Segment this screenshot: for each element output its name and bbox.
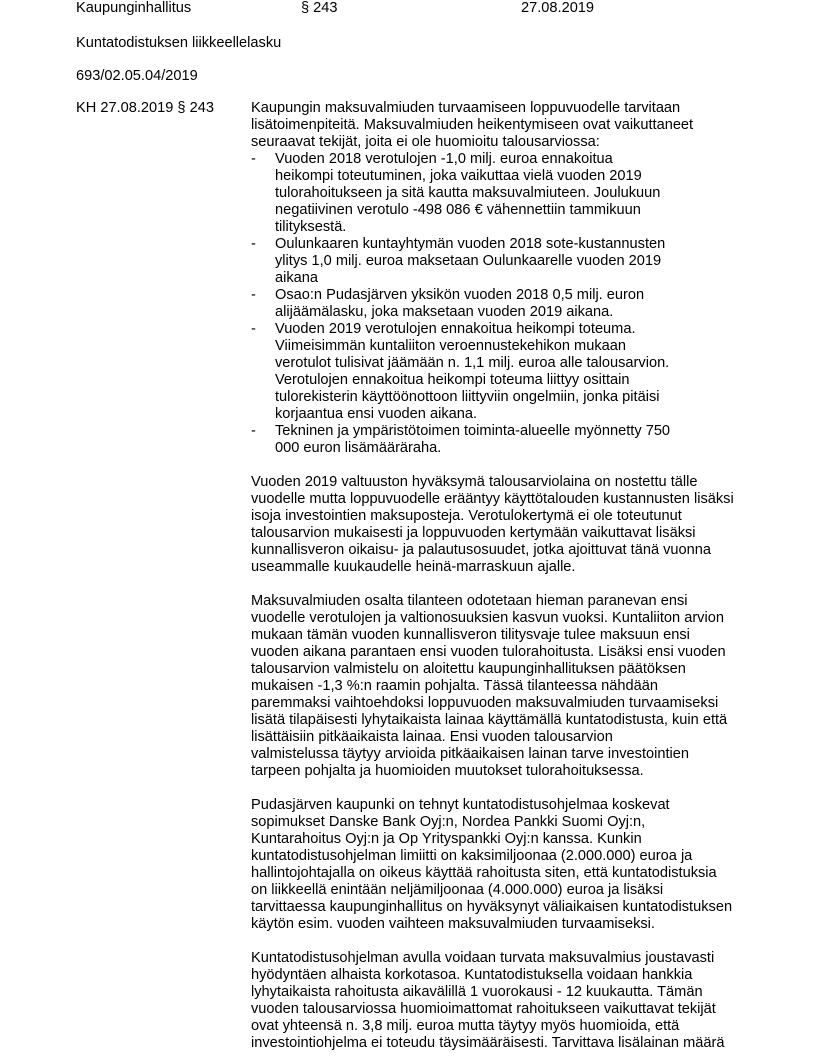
paragraph-line: lisättäisiin pitkäaikaista lainaa. Ensi vuoden talousarvion [251,729,613,745]
list-item [251,151,741,236]
list-dash: - [251,321,256,337]
paragraph-line: käytön esim. vuoden vaihteen maksuvalmiuden turvaamiseksi. [251,916,655,932]
header-date: 27.08.2019 [521,0,595,16]
list-line: Oulunkaaren kuntayhtymän vuoden 2018 sote-kustannusten [275,236,666,252]
paragraph-line: isoja investointien maksuposteja. Verotulokertymä ei ole toteutunut [251,508,682,524]
list-line: Tekninen ja ympäristötoimen toiminta-alueelle myönnetty 750 [275,423,671,439]
paragraph-line: vuoden talousarviossa huomioimattomat rahoitukseen vaikuttavat tekijät [251,1001,716,1017]
paragraph-line: vuoden aikana parantaen ensi vuoden tulorahoitusta. Lisäksi ensi vuoden [251,644,726,660]
list-line: aikana [275,270,319,286]
list-line: heikompi toteutuminen, joka vaikuttaa vielä vuoden 2019 [275,168,642,184]
paragraph-line: mukaisen -1,3 %:n raamin pohjalta. Tässä tilanteessa nähdään [251,678,658,694]
list-item [251,423,741,457]
paragraph-line: talousarvion mukaisesti ja loppuvuoden kertymään vaikuttavat lisäksi [251,525,696,541]
list-item [251,321,741,423]
paragraph-line: vuodelle mutta loppuvuodelle erääntyy käyttötalouden kustannusten lisäksi [251,491,734,507]
paragraph-line: Maksuvalmiuden osalta tilanteen odotetaan hieman paranevan ensi [251,593,688,609]
body-paragraph [251,474,741,576]
paragraph-line: Kuntarahoitus Oyj:n ja Op Yrityspankki Oyj:n kanssa. Kunkin [251,831,642,847]
header-section: § 243 [301,0,338,16]
document-body [251,100,741,1052]
list-line: ylitys 1,0 milj. euroa maksetaan Oulunkaarelle vuoden 2019 [275,253,662,269]
paragraph-line: sopimukset Danske Bank Oyj:n, Nordea Pankki Suomi Oyj:n, [251,814,646,830]
paragraph-line: hyödyntäen alhaista korkotasoa. Kuntatodistuksella voidaan hankkia [251,967,693,983]
paragraph-line: Vuoden 2019 valtuuston hyväksymä talousarviolaina on nostettu tälle [251,474,698,490]
document-subject: Kuntatodistuksen liikkeellelasku [76,35,282,51]
list-item [251,236,741,287]
list-item [251,287,741,321]
body-paragraph [251,797,741,933]
header-body: Kaupunginhallitus [76,0,192,16]
paragraph-line: useammalle kuukaudelle heinä-marraskuun ajalle. [251,559,576,575]
paragraph-line: ovat yhteensä n. 3,8 milj. euroa mutta täytyy myös huomioida, että [251,1018,680,1034]
intro-paragraph [251,100,741,151]
meeting-reference: KH 27.08.2019 § 243 [76,100,214,116]
paragraph-line: lyhytaikaista rahoitusta aikavälillä 1 vuorokausi - 12 kuukautta. Tämän [251,984,703,1000]
paragraph-line: tarvittaessa kaupunginhallitus on hyväksynyt väliaikaisen kuntatodistuksen [251,899,733,915]
paragraph-line: paremmaksi vaihtoehdoksi loppuvuoden maksuvalmiuden turvaamiseksi [251,695,719,711]
paragraph-line: mukaan tämän vuoden kunnallisveron tilitysvaje tulee maksuun ensi [251,627,690,643]
intro-line: lisätoimenpiteitä. Maksuvalmiuden heikentymiseen ovat vaikuttaneet [251,117,694,133]
list-dash: - [251,236,256,252]
body-paragraph [251,593,741,780]
paragraph-line: kunnallisveron oikaisu- ja palautusosuudet, jotka ajoittuvat tänä vuonna [251,542,712,558]
list-line: tilityksestä. [275,219,347,235]
list-line: korjaantua ensi vuoden aikana. [275,406,478,422]
paragraph-line: lisätä tilapäisesti lyhytaikaista lainaa käyttämällä kuntatodistusta, kuin että [251,712,728,728]
list-line: alijäämälasku, joka maksetaan vuoden 2019 aikana. [275,304,614,320]
list-line: tulorahoitukseen ja sitä kautta maksuvalmiuteen. Joulukuun [275,185,661,201]
paragraph-line: valmistelussa täytyy arvioida pitkäaikaisen lainan tarve investointien [251,746,690,762]
list-dash: - [251,423,256,439]
paragraph-line: on liikkeellä enintään neljämiljoonaa (4.000.000) euroa ja lisäksi [251,882,664,898]
factor-list [251,151,741,457]
list-line: verotulot tulisivat jäämään n. 1,1 milj. euroa alle talousarvion. [275,355,670,371]
paragraph-line: hallintojohtajalla on oikeus käyttää rahoitusta siten, että kuntatodistuksia [251,865,717,881]
list-line: Vuoden 2019 verotulojen ennakoitua heikompi toteuma. [275,321,636,337]
list-line: Vuoden 2018 verotulojen -1,0 milj. euroa ennakoitua [275,151,613,167]
paragraph-line: investointiohjelma ei toteudu täysimääräisesti. Tarvittava lisälainan määrä [251,1035,725,1051]
list-line: tulorekisterin käyttöönottoon liittyviin ongelmiin, jonka pitäisi [275,389,660,405]
list-dash: - [251,287,256,303]
intro-line: seuraavat tekijät, joita ei ole huomioitu talousarviossa: [251,134,600,150]
list-line: Verotulojen ennakoitua heikompi toteuma liittyy osittain [275,372,630,388]
list-line: 000 euron lisämääräraha. [275,440,442,456]
intro-line: Kaupungin maksuvalmiuden turvaamiseen loppuvuodelle tarvitaan [251,100,681,116]
list-line: Osao:n Pudasjärven yksikön vuoden 2018 0,5 milj. euron [275,287,645,303]
list-line: negatiivinen verotulo -498 086 € vähennettiin tammikuun [275,202,641,218]
paragraph-line: talousarvion valmistelu on aloitettu kaupunginhallituksen päätöksen [251,661,686,677]
paragraph-line: vuodelle verotulojen ja valtionosuuksien kasvun vuoksi. Kuntaliiton arvion [251,610,724,626]
diary-number: 693/02.05.04/2019 [76,68,198,84]
paragraph-line: kuntatodistusohjelman limiitti on kaksimiljoonaa (2.000.000) euroa ja [251,848,693,864]
paragraph-line: Kuntatodistusohjelman avulla voidaan turvata maksuvalmius joustavasti [251,950,715,966]
body-paragraph [251,950,741,1052]
paragraph-line: tarpeen pohjalta ja huomioiden muutokset tulorahoituksessa. [251,763,644,779]
paragraph-line: Pudasjärven kaupunki on tehnyt kuntatodistusohjelmaa koskevat [251,797,670,813]
list-dash: - [251,151,256,167]
list-line: Viimeisimmän kuntaliiton veroennustekehikon mukaan [275,338,626,354]
